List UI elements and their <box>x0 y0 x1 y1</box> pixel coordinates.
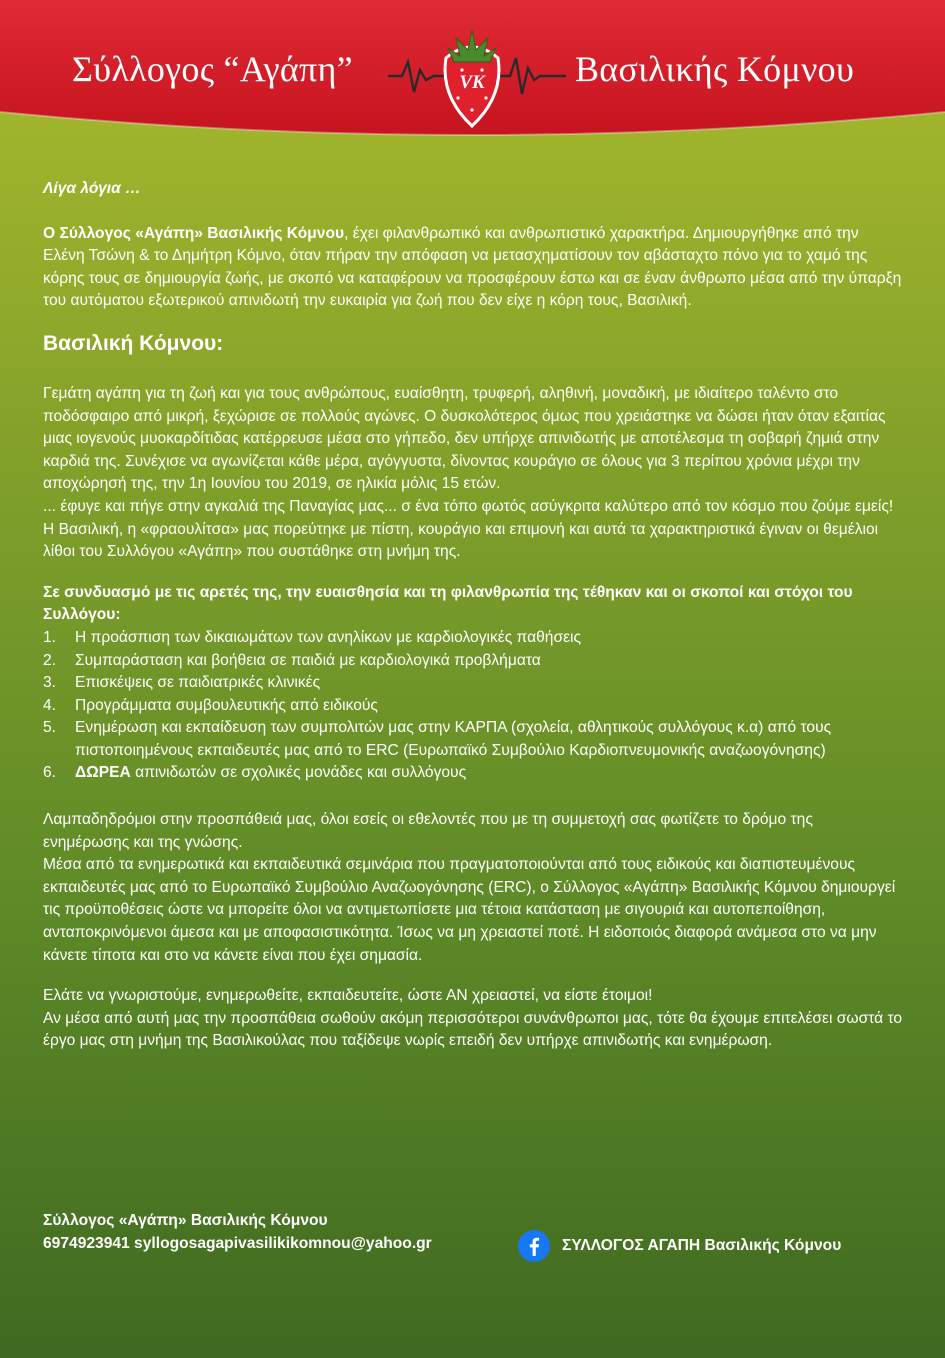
goal-number: 2. <box>43 651 57 669</box>
goal-item <box>43 762 903 785</box>
goal-item <box>43 627 903 650</box>
goal-number: 3. <box>43 674 57 692</box>
goal-text: Η προάσπιση των δικαιωμάτων των ανηλίκων με καρδιολογικές παθήσεις <box>75 628 582 646</box>
goals-heading: Σε συνδυασμό με τις αρετές της, την ευαισθησία και τη φιλανθρωπία της τέθηκαν και οι σκοποί και στόχοι του Συλλόγου: <box>43 583 853 624</box>
goal-text: Επισκέψεις σε παιδιατρικές κλινικές <box>75 674 321 692</box>
intro-org-name: Ο Σύλλογος «Αγάπη» Βασιλικής Κόμνου <box>43 224 345 242</box>
intro-heading: Λίγα λόγια … <box>43 180 141 197</box>
footer <box>43 1210 903 1255</box>
closing-line-1: Ελάτε να γνωριστούμε, ενημερωθείτε, εκπαιδευτείτε, ώστε ΑΝ χρειαστεί, να είστε έτοιμοι! <box>43 987 653 1005</box>
goal-text: απινιδωτών σε σχολικές μονάδες και συλλόγους <box>130 764 467 782</box>
goal-text: Προγράμματα συμβουλευτικής από ειδικούς <box>75 696 378 714</box>
intro-text: , έχει φιλανθρωπικό και ανθρωπιστικό χαρακτήρα. Δημιουργήθηκε από την Ελένη Τσώνη & το Δημήτρη Κόμνο, όταν πήραν την απόφαση να μετασχηματίσουν τον αβάσταχτο πόνο για το χαμό της κόρης τους σε δημιουργία ζωής, με σκοπό να καταφέρουν να προσφέρουν έστω και σε έναν άνθρωπο μέσα από την ύπαρξη του αυτόματου εξωτερικού απινιδωτή την ευκαιρία για ζωή που δεν είχε η κόρη τους, Βασιλική. <box>43 224 902 310</box>
goal-bold-text: ΔΩΡΕΑ <box>75 764 131 782</box>
goal-item <box>43 672 903 695</box>
closing-line-2: Αν μέσα από αυτή μας την προσπάθεια σωθούν ακόμη περισσότεροι συνάνθρωποι μας, τότε θα έχουμε επιτελέσει σωστά το έργο μας στη μνήμη της Βασιλικούλας που ταξίδεψε νωρίς επειδή δεν υπήρχε απινιδωτής και ενημέρωση. <box>43 1009 903 1050</box>
goal-number: 5. <box>43 719 57 737</box>
logo-monogram: VK <box>459 72 485 93</box>
goals-list <box>43 627 903 785</box>
footer-contact[interactable]: 6974923941 syllogosagapivasilikikomnou@yahoo.gr <box>43 1234 432 1252</box>
bio-title: Βασιλική Κόμνου: <box>43 331 224 355</box>
facebook-icon <box>518 1230 550 1262</box>
goal-number: 1. <box>43 628 57 646</box>
main-content <box>43 178 903 1053</box>
seminars-paragraph: Μέσα από τα ενημερωτικά και εκπαιδευτικά σεμινάρια που πραγματοποιούνται από τους ειδικούς και διαπιστευμένους εκπαιδευτές μας από το Ευρωπαϊκό Συμβούλιο Αναζωογόνησης (ERC), ο Σύλλογος «Αγάπη» Βασιλικής Κόμνου δημιουργεί τις προϋποθέσεις ώστε να μπορείτε όλοι να αντιμετωπίσετε μια τέτοια κατάσταση με σιγουριά και αυτοπεποίθηση, ανταποκρινόμενοι άμεσα και με αποφασιστικότητα. Ίσως να μη χρειαστεί ποτέ. Η ειδοποιός διαφορά ανάμεσα στο να μην κάνετε τίποτα και στο να κάνετε είναι που έχει σημασία. <box>43 856 896 964</box>
bio-paragraph-1: Γεμάτη αγάπη για τη ζωή και για τους ανθρώπους, ευαίσθητη, τρυφερή, αληθινή, μοναδική, με ιδιαίτερο ταλέντο στο ποδόσφαιρο από μικρή, ξεχώρισε σε πολλούς αγώνες. Ο δυσκολότερος όμως που χρειάστηκε να δώσει ήταν όταν εξαιτίας μιας ιογενούς μυοκαρδίτιδας κατέρρευσε μέσα στο γήπεδο, δεν υπήρχε απινιδωτής με αποτέλεσμα τη σοβαρή ζημιά στην καρδιά της. Συνέχισε να αγωνίζεται κάθε μέρα, αγόγγυστα, δίνοντας κουράγιο σε όλους για 3 περίπου χρόνια μέχρι την αποχώρησή της, την 1η Ιουνίου του 2019, σε ηλικία μόλις 15 ετών. <box>43 384 886 493</box>
goal-number: 6. <box>43 764 57 782</box>
goal-number: 4. <box>43 696 57 714</box>
goal-text: Ενημέρωση και εκπαίδευση των συμπολιτών μας στην ΚΑΡΠΑ (σχολεία, αθλητικούς συλλόγους κ.α) από τους πιστοποιημένους εκπαιδευτές μας από το ERC (Ευρωπαϊκό Συμβούλιο Καρδιοπνευμονικής αναζωογόνησης) <box>75 719 832 759</box>
goal-item <box>43 695 903 718</box>
header-title-left: Σύλλογος “Αγάπη” <box>72 49 353 89</box>
footer-org-name: Σύλλογος «Αγάπη» Βασιλικής Κόμνου <box>43 1212 328 1229</box>
goal-text: Συμπαράσταση και βοήθεια σε παιδιά με καρδιολογικά προβλήματα <box>75 651 541 669</box>
header-title-right: Βασιλικής Κόμνου <box>575 49 855 89</box>
facebook-link[interactable] <box>518 1230 841 1262</box>
bio-paragraph-2: ... έφυγε και πήγε στην αγκαλιά της Παναγίας μας... σ ένα τόπο φωτός ασύγκριτα καλύτερο από τον κόσμο που ζούμε εμείς! Η Βασιλική, η «φραουλίτσα» μας πορεύτηκε με πίστη, κουράγιο και επιμονή και αυτά τα χαρακτηριστικά έγιναν οι θεμέλιοι λίθοι του Συλλόγου «Αγάπη» που συστάθηκε στη μνήμη της. <box>43 497 894 561</box>
goal-item <box>43 717 903 762</box>
goal-item <box>43 650 903 673</box>
header-banner <box>0 0 945 150</box>
intro-paragraph <box>43 223 903 313</box>
volunteers-paragraph: Λαμπαδηδρόμοι στην προσπάθειά μας, όλοι εσείς οι εθελοντές που με τη συμμετοχή σας φωτίζετε το δρόμο της ενημέρωσης και της γνώσης. <box>43 811 813 851</box>
facebook-label: ΣΥΛΛΟΓΟΣ ΑΓΑΠΗ Βασιλικής Κόμνου <box>562 1236 842 1254</box>
